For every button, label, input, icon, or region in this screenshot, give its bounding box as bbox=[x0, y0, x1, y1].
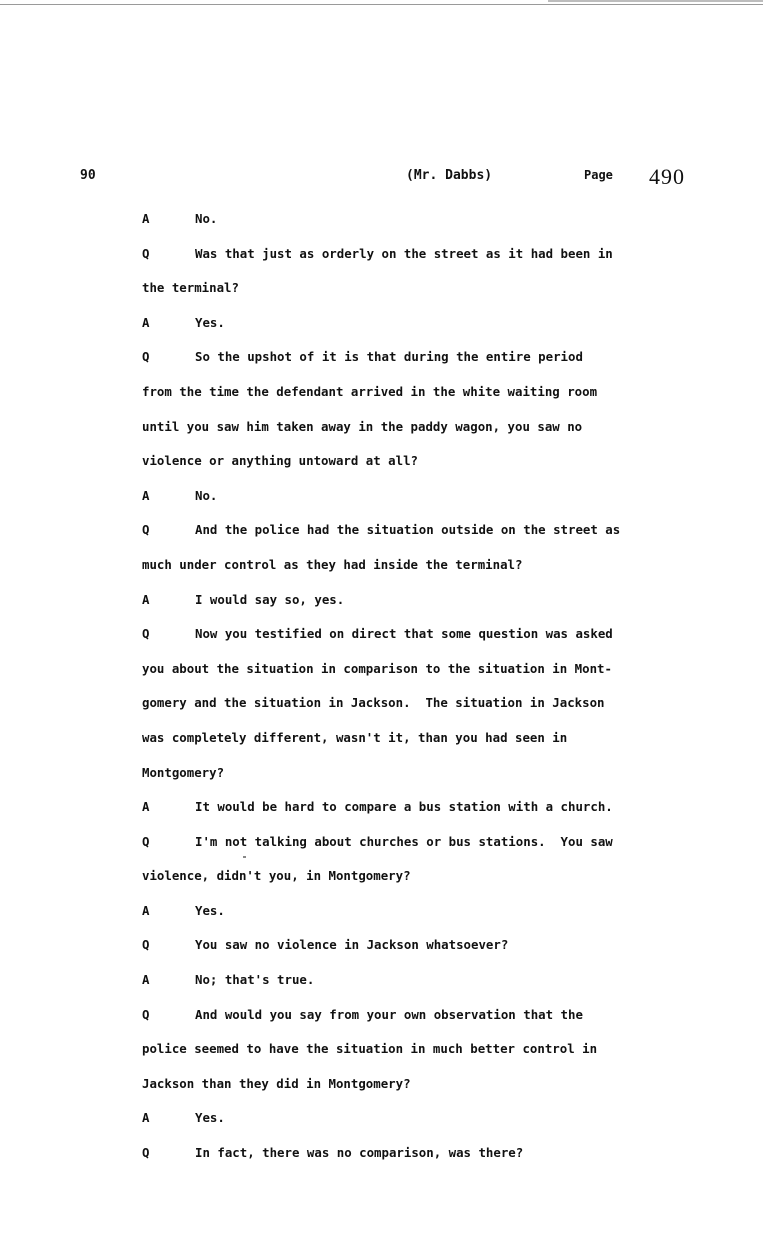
transcript-body bbox=[0, 211, 763, 1180]
transcript-line bbox=[0, 1007, 763, 1042]
transcript-line bbox=[0, 834, 763, 869]
transcript-line bbox=[0, 626, 763, 661]
transcript-line bbox=[0, 1145, 763, 1180]
line-text: Yes. bbox=[195, 1110, 225, 1126]
question-marker: Q bbox=[142, 245, 150, 261]
answer-marker: A bbox=[142, 211, 150, 226]
line-text-continuation: violence, didn't you, in Montgomery? bbox=[142, 868, 411, 884]
answer-marker: A bbox=[142, 591, 150, 607]
answer-marker: A bbox=[142, 314, 150, 330]
answer-marker: A bbox=[142, 902, 150, 918]
witness-name: (Mr. Dabbs) bbox=[406, 168, 493, 183]
transcript-line bbox=[0, 557, 763, 592]
line-text: So the upshot of it is that during the entire period bbox=[195, 349, 583, 365]
transcript-line bbox=[0, 280, 763, 315]
line-text-continuation: police seemed to have the situation in much better control in bbox=[142, 1041, 598, 1057]
transcript-line bbox=[0, 661, 763, 696]
line-text: And the police had the situation outside on the street as bbox=[195, 522, 621, 538]
transcript-line bbox=[0, 488, 763, 523]
line-text: Yes. bbox=[195, 902, 225, 918]
line-text: I would say so, yes. bbox=[195, 591, 345, 607]
line-text: It would be hard to compare a bus station with a church. bbox=[195, 799, 613, 815]
transcript-line bbox=[0, 937, 763, 972]
transcript-line bbox=[0, 384, 763, 419]
transcript-line bbox=[0, 592, 763, 627]
line-text: You saw no violence in Jackson whatsoever? bbox=[195, 937, 509, 953]
question-marker: Q bbox=[142, 626, 150, 642]
line-text-continuation: the terminal? bbox=[142, 280, 239, 296]
answer-marker: A bbox=[142, 487, 150, 503]
transcript-line bbox=[0, 1076, 763, 1111]
question-marker: Q bbox=[142, 833, 150, 849]
page-header bbox=[0, 164, 763, 194]
transcript-line bbox=[0, 453, 763, 488]
transcript-line bbox=[0, 903, 763, 938]
line-text: No. bbox=[195, 487, 218, 503]
question-marker: Q bbox=[142, 1145, 150, 1161]
transcript-line bbox=[0, 1110, 763, 1145]
transcript-line bbox=[0, 315, 763, 350]
transcript-line bbox=[0, 349, 763, 384]
top-edge-rule bbox=[0, 4, 763, 5]
transcript-line bbox=[0, 868, 763, 903]
line-text: Was that just as orderly on the street as it had been in bbox=[195, 245, 613, 261]
transcript-line bbox=[0, 1041, 763, 1076]
transcript-line bbox=[0, 419, 763, 454]
line-text: No; that's true. bbox=[195, 972, 315, 988]
question-marker: Q bbox=[142, 937, 150, 953]
top-edge-smudge bbox=[548, 0, 763, 2]
question-marker: Q bbox=[142, 522, 150, 538]
answer-marker: A bbox=[142, 972, 150, 988]
transcript-line-number: 90 bbox=[80, 168, 96, 183]
line-text-continuation: much under control as they had inside the terminal? bbox=[142, 556, 523, 572]
line-text-continuation: until you saw him taken away in the paddy wagon, you saw no bbox=[142, 418, 583, 434]
line-text: In fact, there was no comparison, was there? bbox=[195, 1145, 524, 1161]
answer-marker: A bbox=[142, 799, 150, 815]
transcript-line bbox=[0, 695, 763, 730]
transcript-line bbox=[0, 972, 763, 1007]
transcript-line bbox=[0, 522, 763, 557]
answer-marker: A bbox=[142, 1110, 150, 1126]
line-text-continuation: violence or anything untoward at all? bbox=[142, 453, 419, 469]
transcript-line bbox=[0, 730, 763, 765]
line-text: No. bbox=[195, 211, 218, 226]
scan-speck bbox=[243, 856, 246, 858]
transcript-line bbox=[0, 765, 763, 800]
line-text: Yes. bbox=[195, 314, 225, 330]
line-text: I'm not talking about churches or bus stations. You saw bbox=[195, 833, 613, 849]
line-text-continuation: you about the situation in comparison to the situation in Mont- bbox=[142, 660, 612, 676]
line-text-continuation: gomery and the situation in Jackson. The situation in Jackson bbox=[142, 695, 605, 711]
question-marker: Q bbox=[142, 349, 150, 365]
transcript-line bbox=[0, 246, 763, 281]
page-label: Page bbox=[584, 168, 613, 182]
transcript-line bbox=[0, 799, 763, 834]
page-number: 490 bbox=[649, 164, 685, 189]
line-text-continuation: from the time the defendant arrived in the white waiting room bbox=[142, 383, 598, 399]
line-text: Now you testified on direct that some question was asked bbox=[195, 626, 613, 642]
transcript-line bbox=[0, 211, 763, 246]
line-text-continuation: Montgomery? bbox=[142, 764, 225, 780]
line-text-continuation: was completely different, wasn't it, than you had seen in bbox=[142, 729, 568, 745]
line-text: And would you say from your own observation that the bbox=[195, 1006, 583, 1022]
question-marker: Q bbox=[142, 1006, 150, 1022]
line-text-continuation: Jackson than they did in Montgomery? bbox=[142, 1075, 411, 1091]
